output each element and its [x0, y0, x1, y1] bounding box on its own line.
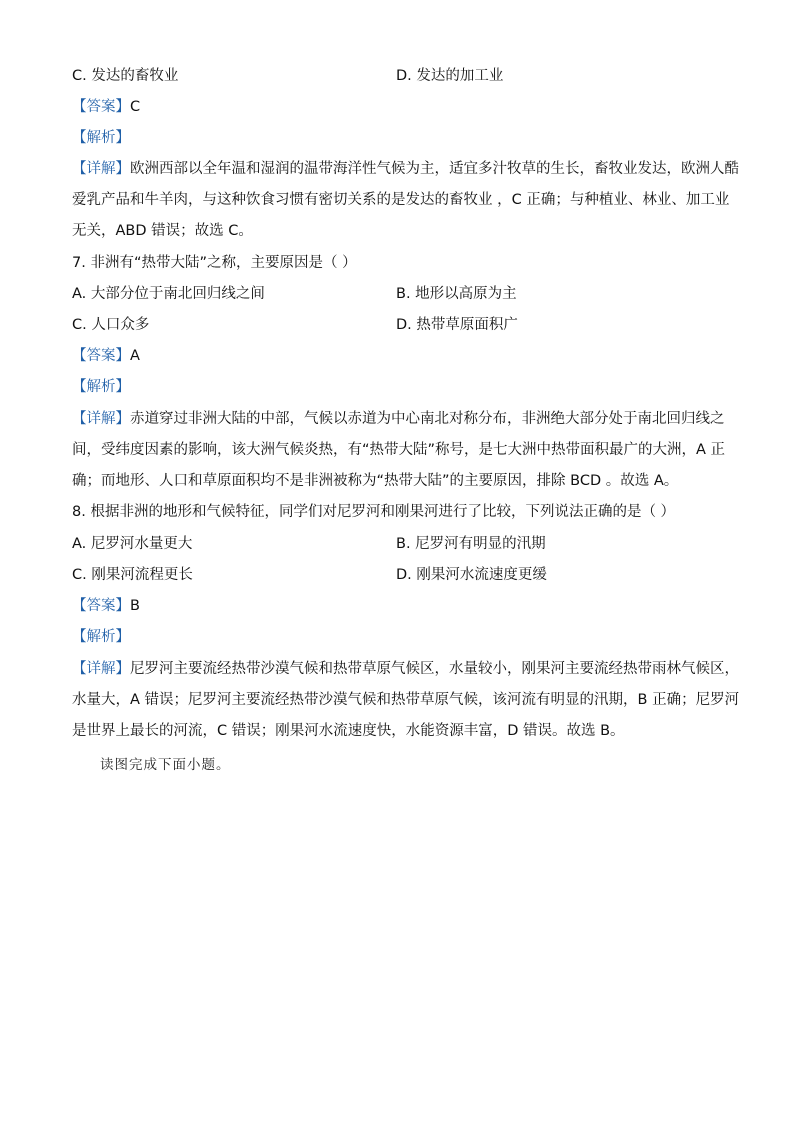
- q7-detail-line-2: [72, 440, 726, 460]
- q7-option-a[interactable]: A. 大部分位于南北回归线之间: [72, 286, 265, 302]
- q7-option-c[interactable]: C. 人口众多: [72, 317, 150, 333]
- answer-tag: 【答案】: [72, 99, 130, 115]
- detail-text: 爱乳产品和牛羊肉，与这种饮食习惯有密切关系的是发达的畜牧业 ，C 正确；与种植业、林业、加工业: [72, 192, 730, 208]
- q7-stem: 7. 非洲有“热带大陆”之称，主要原因是（ ）: [72, 255, 357, 271]
- q8-stem: 8. 根据非洲的地形和气候特征，同学们对尼罗河和刚果河进行了比较，下列说法正确的是（ ）: [72, 504, 676, 520]
- detail-text: 间，受纬度因素的影响，该大洲气候炎热，有“热带大陆”称号，是七大洲中热带面积最广的大洲，A 正: [72, 442, 726, 458]
- q8-detail-line-1: [72, 659, 739, 679]
- detail-text: 水量大，A 错误；尼罗河主要流经热带沙漠气候和热带草原气候，该河流有明显的汛期，B 正确；尼罗河: [72, 692, 740, 708]
- detail-text: 是世界上最长的河流，C 错误；刚果河水流速度快，水能资源丰富，D 错误。故选 B。: [72, 723, 625, 739]
- q6-detail-line-3: [72, 221, 722, 241]
- q6-option-c[interactable]: C. 发达的畜牧业: [72, 68, 179, 84]
- q8-option-a[interactable]: A. 尼罗河水量更大: [72, 536, 193, 552]
- q6-detail-line-2: [72, 190, 730, 210]
- q8-option-c[interactable]: C. 刚果河流程更长: [72, 567, 193, 583]
- answer-tag: 【答案】: [72, 348, 130, 364]
- q6-options-row-cd: [72, 66, 722, 86]
- q8-options-row-ab: [72, 534, 722, 554]
- q8-detail-line-3: [72, 721, 722, 741]
- q8-detail-line-2: [72, 690, 740, 710]
- detail-tag: 【详解】: [72, 161, 130, 177]
- q8-answer: [72, 596, 722, 616]
- detail-tag: 【详解】: [72, 411, 130, 427]
- q8-option-b[interactable]: B. 尼罗河有明显的汛期: [396, 536, 546, 552]
- q7-detail-line-3: [72, 471, 722, 491]
- q7-analysis: [72, 377, 722, 397]
- q7-option-b[interactable]: B. 地形以高原为主: [396, 286, 517, 302]
- q8-analysis: [72, 627, 722, 647]
- q6-analysis: [72, 128, 722, 148]
- answer-value: A: [130, 348, 140, 364]
- q7-option-d[interactable]: D. 热带草原面积广: [396, 317, 518, 333]
- answer-value: C: [130, 99, 141, 115]
- detail-text: 尼罗河主要流经热带沙漠气候和热带草原气候区，水量较小，刚果河主要流经热带雨林气候区，: [130, 661, 739, 677]
- q7-answer: [72, 346, 722, 366]
- q6-detail-line-1: [72, 159, 739, 179]
- detail-tag: 【详解】: [72, 661, 130, 677]
- q8-options-row-cd: [72, 565, 722, 585]
- q6-answer: [72, 97, 722, 117]
- analysis-tag: 【解析】: [72, 629, 130, 645]
- detail-text: 确；而地形、人口和草原面积均不是非洲被称为“热带大陆”的主要原因，排除 BCD 。故选 A。: [72, 473, 679, 489]
- q7-options-row-ab: [72, 284, 722, 304]
- q7-options-row-cd: [72, 315, 722, 335]
- answer-tag: 【答案】: [72, 598, 130, 614]
- q7-detail-line-1: [72, 409, 725, 429]
- q6-option-d[interactable]: D. 发达的加工业: [396, 68, 504, 84]
- analysis-tag: 【解析】: [72, 379, 130, 395]
- detail-text: 赤道穿过非洲大陆的中部，气候以赤道为中心南北对称分布，非洲绝大部分处于南北回归线之: [130, 411, 725, 427]
- analysis-tag: 【解析】: [72, 130, 130, 146]
- next-group-intro: 读图完成下面小题。: [100, 757, 231, 773]
- detail-text: 欧洲西部以全年温和湿润的温带海洋性气候为主，适宜多汁牧草的生长，畜牧业发达，欧洲人酷: [130, 161, 739, 177]
- detail-text: 无关，ABD 错误；故选 C。: [72, 223, 253, 239]
- answer-value: B: [130, 598, 140, 614]
- q8-option-d[interactable]: D. 刚果河水流速度更缓: [396, 567, 547, 583]
